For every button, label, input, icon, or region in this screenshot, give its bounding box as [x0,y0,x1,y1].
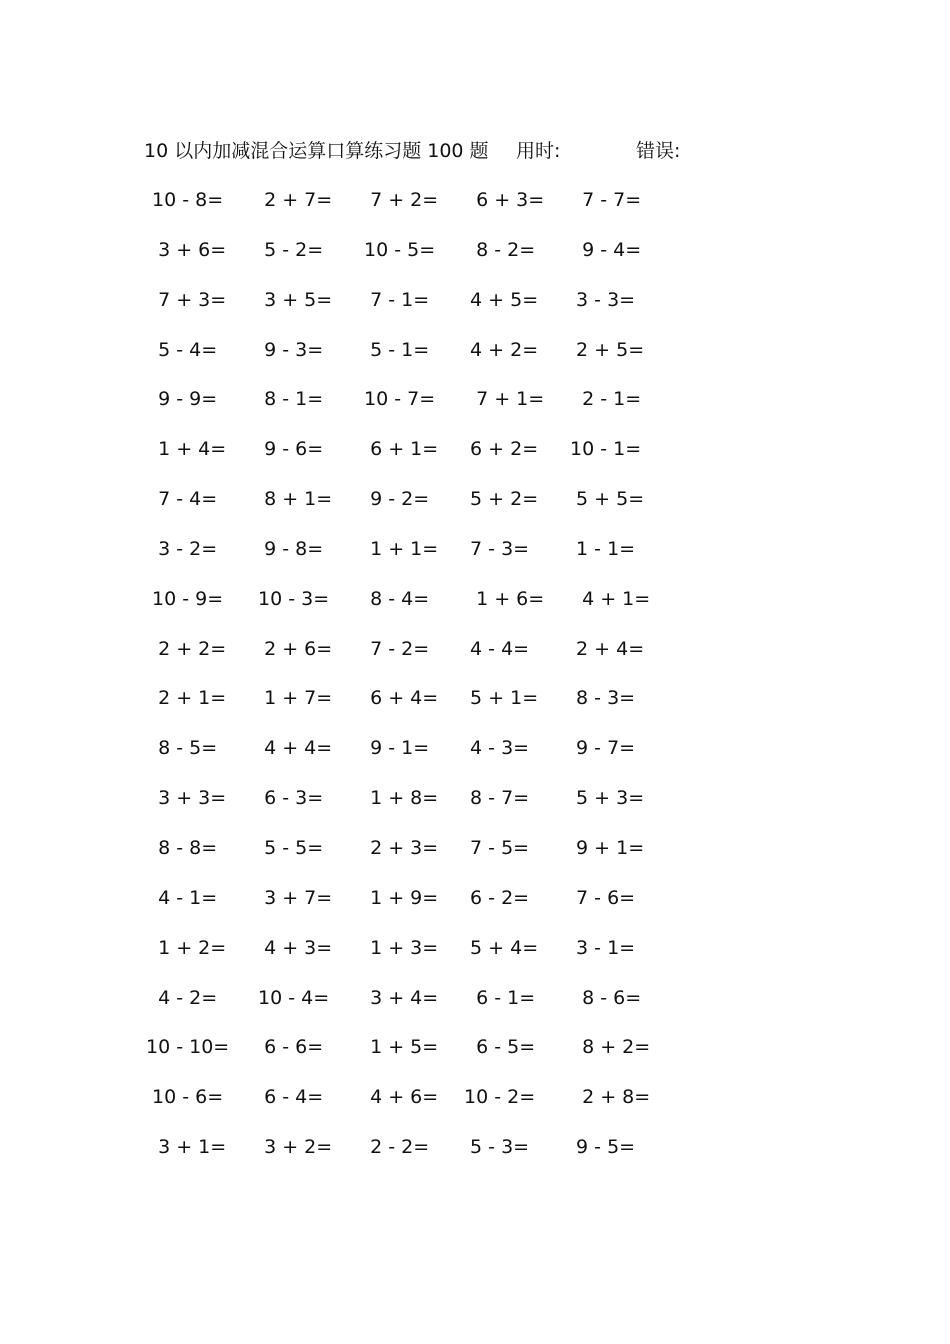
arithmetic-problem: 10 - 4= [252,986,330,1009]
arithmetic-problem: 6 + 2= [464,438,539,461]
arithmetic-problem: 10 - 10= [146,1036,230,1059]
time-used-label: 用时: [516,140,561,162]
problem-row [0,230,950,280]
problem-row [0,629,950,679]
arithmetic-problem: 4 + 1= [570,587,651,610]
arithmetic-problem: 6 - 3= [252,787,324,810]
arithmetic-problem: 7 - 5= [464,836,530,859]
arithmetic-problem: 3 + 1= [146,1136,227,1159]
arithmetic-problem: 1 + 7= [252,687,333,710]
arithmetic-problem: 4 + 2= [464,338,539,361]
arithmetic-problem: 9 - 9= [146,388,218,411]
arithmetic-problem: 5 + 2= [464,488,539,511]
arithmetic-problem: 6 - 2= [464,886,530,909]
arithmetic-problem: 10 - 9= [146,587,224,610]
arithmetic-problem: 6 - 6= [252,1036,324,1059]
problem-row [0,529,950,579]
arithmetic-problem: 4 + 6= [358,1086,439,1109]
problem-row [0,1127,950,1177]
problem-row [0,330,950,380]
arithmetic-problem: 1 + 9= [358,886,439,909]
problem-row [0,479,950,529]
arithmetic-problem: 1 + 8= [358,787,439,810]
arithmetic-problem: 4 - 1= [146,886,218,909]
problem-grid [0,180,950,1177]
arithmetic-problem: 5 - 4= [146,338,218,361]
arithmetic-problem: 9 - 8= [252,537,324,560]
arithmetic-problem: 4 + 4= [252,737,333,760]
arithmetic-problem: 10 - 8= [146,189,224,211]
arithmetic-problem: 5 - 5= [252,836,324,859]
arithmetic-problem: 2 + 5= [570,338,645,361]
problem-row [0,1027,950,1077]
arithmetic-problem: 2 + 3= [358,836,439,859]
arithmetic-problem: 6 - 1= [464,986,536,1009]
arithmetic-problem: 4 + 3= [252,936,333,959]
arithmetic-problem: 3 + 3= [146,787,227,810]
arithmetic-problem: 8 - 5= [146,737,218,760]
arithmetic-problem: 9 - 2= [358,488,430,511]
arithmetic-problem: 5 + 3= [570,787,645,810]
arithmetic-problem: 8 - 6= [570,986,642,1009]
arithmetic-problem: 3 - 2= [146,537,218,560]
arithmetic-problem: 7 - 6= [570,886,636,909]
arithmetic-problem: 5 - 1= [358,338,430,361]
arithmetic-problem: 4 - 3= [464,737,530,760]
arithmetic-problem: 5 - 3= [464,1136,530,1159]
arithmetic-problem: 5 + 5= [570,488,645,511]
arithmetic-problem: 8 - 8= [146,836,218,859]
arithmetic-problem: 1 + 2= [146,936,227,959]
arithmetic-problem: 1 + 1= [358,537,439,560]
arithmetic-problem: 2 - 1= [570,388,642,411]
arithmetic-problem: 8 + 2= [570,1036,651,1059]
arithmetic-problem: 2 + 7= [252,189,333,211]
problem-row [0,429,950,479]
arithmetic-problem: 2 + 4= [570,637,645,660]
arithmetic-problem: 1 + 6= [464,587,545,610]
arithmetic-problem: 9 - 4= [570,238,642,261]
arithmetic-problem: 7 - 2= [358,637,430,660]
arithmetic-problem: 3 + 4= [358,986,439,1009]
arithmetic-problem: 7 + 1= [464,388,545,411]
problem-row [0,678,950,728]
arithmetic-problem: 9 - 1= [358,737,430,760]
arithmetic-problem: 1 + 5= [358,1036,439,1059]
arithmetic-problem: 9 - 3= [252,338,324,361]
arithmetic-problem: 7 - 4= [146,488,218,511]
problem-row [0,579,950,629]
arithmetic-problem: 8 - 7= [464,787,530,810]
problem-row [0,978,950,1028]
arithmetic-problem: 10 - 6= [146,1086,224,1109]
arithmetic-problem: 7 + 2= [358,189,439,211]
problem-row [0,180,950,230]
arithmetic-problem: 7 + 3= [146,288,227,311]
arithmetic-problem: 6 + 3= [464,189,545,211]
arithmetic-problem: 3 + 5= [252,288,333,311]
arithmetic-problem: 5 + 1= [464,687,539,710]
arithmetic-problem: 4 + 5= [464,288,539,311]
arithmetic-problem: 8 - 4= [358,587,430,610]
arithmetic-problem: 6 + 4= [358,687,439,710]
problem-row [0,1077,950,1127]
arithmetic-problem: 7 - 3= [464,537,530,560]
arithmetic-problem: 10 - 1= [570,438,642,461]
arithmetic-problem: 8 + 1= [252,488,333,511]
arithmetic-problem: 2 - 2= [358,1136,430,1159]
arithmetic-problem: 8 - 2= [464,238,536,261]
arithmetic-problem: 1 + 4= [146,438,227,461]
arithmetic-problem: 10 - 3= [252,587,330,610]
arithmetic-problem: 3 - 1= [570,936,636,959]
arithmetic-problem: 3 - 3= [570,288,636,311]
arithmetic-problem: 9 - 6= [252,438,324,461]
problem-row [0,728,950,778]
arithmetic-problem: 4 - 2= [146,986,218,1009]
arithmetic-problem: 5 + 4= [464,936,539,959]
errors-label: 错误: [636,140,681,162]
arithmetic-problem: 8 - 1= [252,388,324,411]
arithmetic-problem: 2 + 2= [146,637,227,660]
problem-row [0,828,950,878]
arithmetic-problem: 1 - 1= [570,537,636,560]
arithmetic-problem: 10 - 5= [358,238,436,261]
arithmetic-problem: 7 - 7= [570,189,642,211]
arithmetic-problem: 1 + 3= [358,936,439,959]
arithmetic-problem: 4 - 4= [464,637,530,660]
arithmetic-problem: 6 - 5= [464,1036,536,1059]
arithmetic-problem: 2 + 8= [570,1086,651,1109]
problem-row [0,778,950,828]
arithmetic-problem: 9 - 7= [570,737,636,760]
arithmetic-problem: 8 - 3= [570,687,636,710]
arithmetic-problem: 10 - 7= [358,388,436,411]
problem-row [0,280,950,330]
problem-row [0,379,950,429]
arithmetic-problem: 6 + 1= [358,438,439,461]
arithmetic-problem: 3 + 2= [252,1136,333,1159]
arithmetic-problem: 5 - 2= [252,238,324,261]
problem-row [0,928,950,978]
arithmetic-problem: 7 - 1= [358,288,430,311]
arithmetic-problem: 10 - 2= [464,1086,536,1109]
problem-row [0,878,950,928]
arithmetic-problem: 3 + 7= [252,886,333,909]
arithmetic-problem: 2 + 1= [146,687,227,710]
arithmetic-problem: 9 + 1= [570,836,645,859]
arithmetic-problem: 2 + 6= [252,637,333,660]
arithmetic-problem: 6 - 4= [252,1086,324,1109]
worksheet-title: 10 以内加减混合运算口算练习题 100 题 [144,140,489,162]
arithmetic-problem: 9 - 5= [570,1136,636,1159]
arithmetic-problem: 3 + 6= [146,238,227,261]
